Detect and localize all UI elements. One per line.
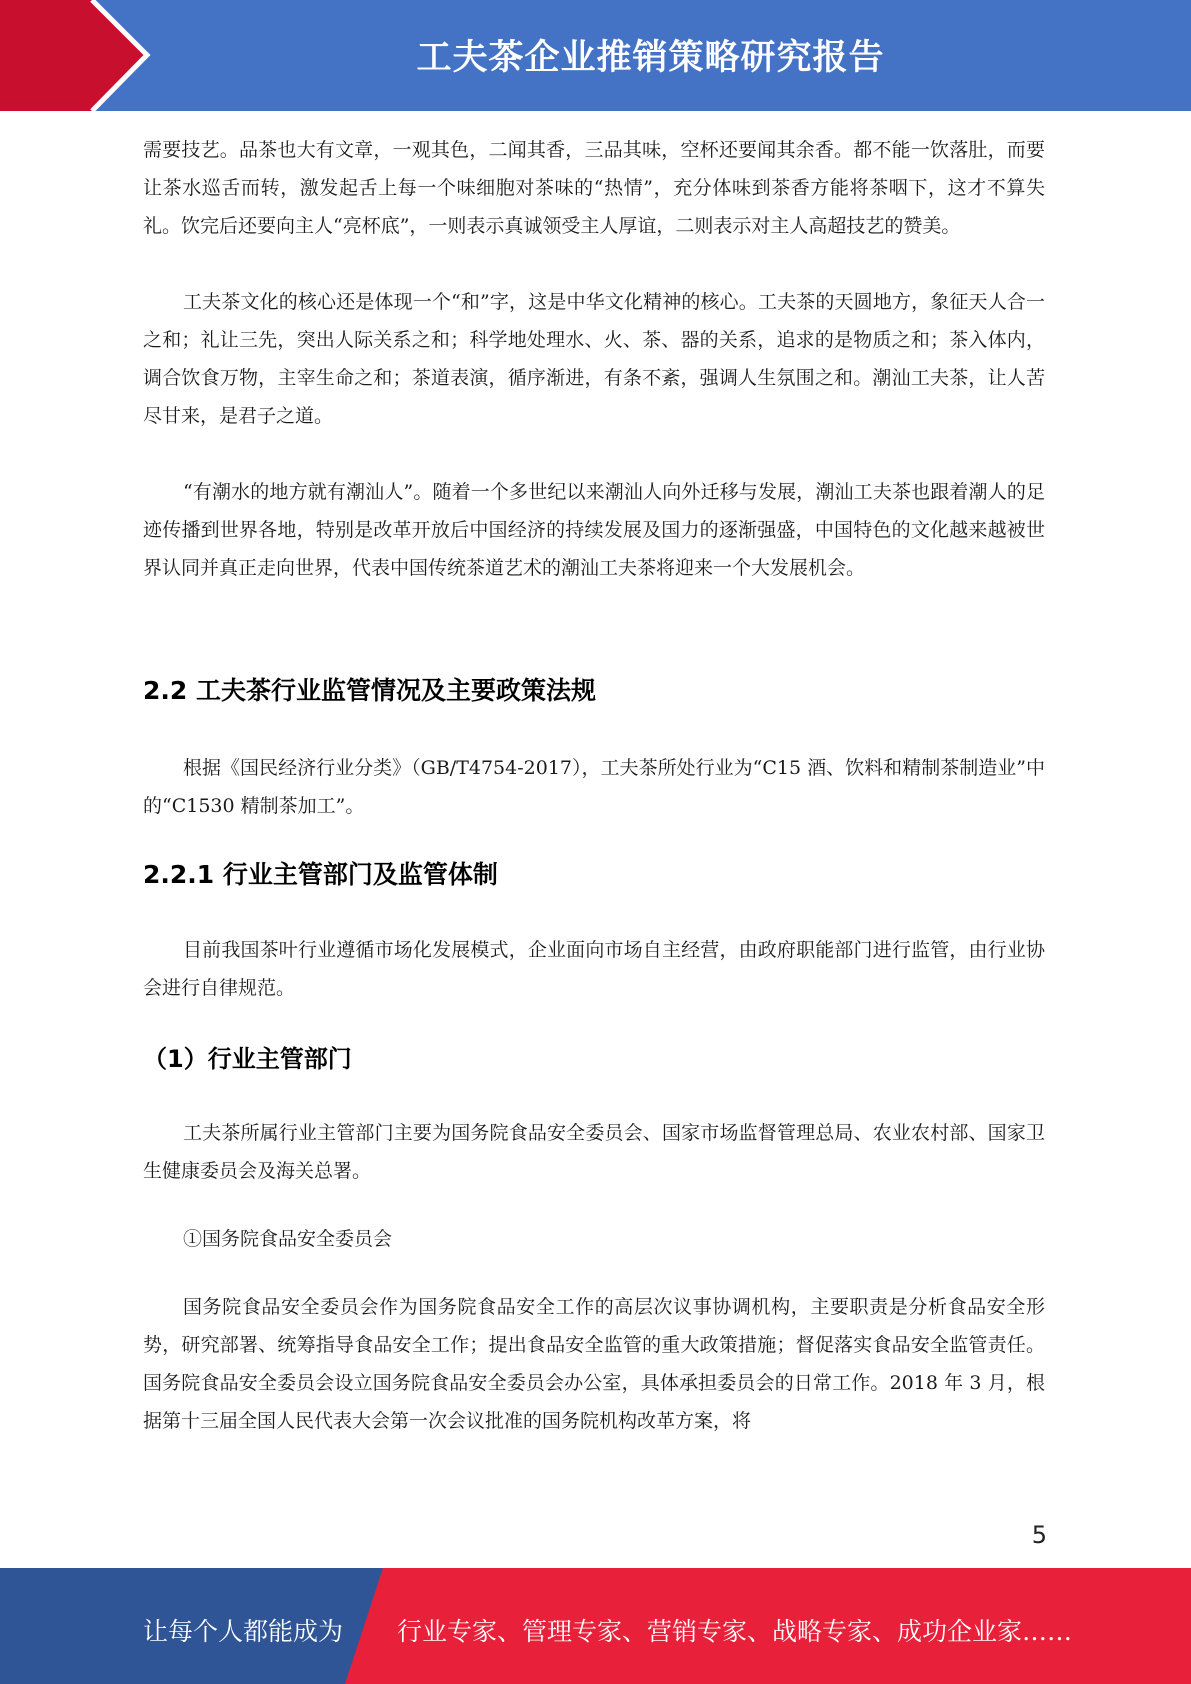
- section-heading-2-2-1: 2.2.1 行业主管部门及监管体制: [143, 860, 498, 889]
- report-title: 工夫茶企业推销策略研究报告: [416, 38, 885, 78]
- paragraph: 需要技艺。品茶也大有文章，一观其色，二闻其香，三品其味，空杯还要闻其余香。都不能一饮落肚，而要让茶水巡舌而转，激发起舌上每一个味细胞对茶味的“热情”，充分体味到茶香方能将茶咽下，这才不算失礼。饮完后还要向主人“亮杯底”，一则表示真诚领受主人厚谊，二则表示对主人高超技艺的赞美。: [143, 139, 1045, 237]
- paragraph: 目前我国茶叶行业遵循市场化发展模式，企业面向市场自主经营，由政府职能部门进行监管，由行业协会进行自律规范。: [143, 939, 1045, 999]
- section-heading-2-2: 2.2 工夫茶行业监管情况及主要政策法规: [143, 676, 596, 705]
- page-header: [0, 0, 1191, 111]
- footer-slogan-right: 行业专家、管理专家、营销专家、战略专家、成功企业家……: [397, 1617, 1073, 1646]
- paragraph: “有潮水的地方就有潮汕人”。随着一个多世纪以来潮汕人向外迁移与发展，潮汕工夫茶也跟着潮人的足迹传播到世界各地，特别是改革开放后中国经济的持续发展及国力的逐渐强盛，中国特色的文化越来越被世界认同并真正走向世界，代表中国传统茶道艺术的潮汕工夫茶将迎来一个大发展机会。: [143, 481, 1045, 579]
- footer-slogan-left: 让每个人都能成为: [143, 1617, 344, 1646]
- page-number: 5: [1031, 1521, 1047, 1549]
- subsection-heading-1: （1）行业主管部门: [143, 1045, 352, 1073]
- list-item: ①国务院食品安全委员会: [183, 1228, 393, 1250]
- paragraph: 根据《国民经济行业分类》（GB/T4754-2017），工夫茶所处行业为“C15 酒、饮料和精制茶制造业”中的“C1530 精制茶加工”。: [143, 757, 1045, 817]
- page-footer: [0, 1568, 1191, 1684]
- paragraph: 国务院食品安全委员会作为国务院食品安全工作的高层次议事协调机构，主要职责是分析食品安全形势，研究部署、统筹指导食品安全工作；提出食品安全监管的重大政策措施；督促落实食品安全监管责任。国务院食品安全委员会设立国务院食品安全委员会办公室，具体承担委员会的日常工作。2018 年 3 月，根据第十三届全国人民代表大会第一次会议批准的国务院机构改革方案，将: [143, 1296, 1045, 1432]
- paragraph: 工夫茶文化的核心还是体现一个“和”字，这是中华文化精神的核心。工夫茶的天圆地方，象征天人合一之和；礼让三先，突出人际关系之和；科学地处理水、火、茶、器的关系，追求的是物质之和；茶入体内，调合饮食万物，主宰生命之和；茶道表演，循序渐进，有条不紊，强调人生氛围之和。潮汕工夫茶，让人苦尽甘来，是君子之道。: [143, 291, 1045, 427]
- document-body: [143, 131, 1045, 1440]
- paragraph: 工夫茶所属行业主管部门主要为国务院食品安全委员会、国家市场监督管理总局、农业农村部、国家卫生健康委员会及海关总署。: [143, 1122, 1045, 1182]
